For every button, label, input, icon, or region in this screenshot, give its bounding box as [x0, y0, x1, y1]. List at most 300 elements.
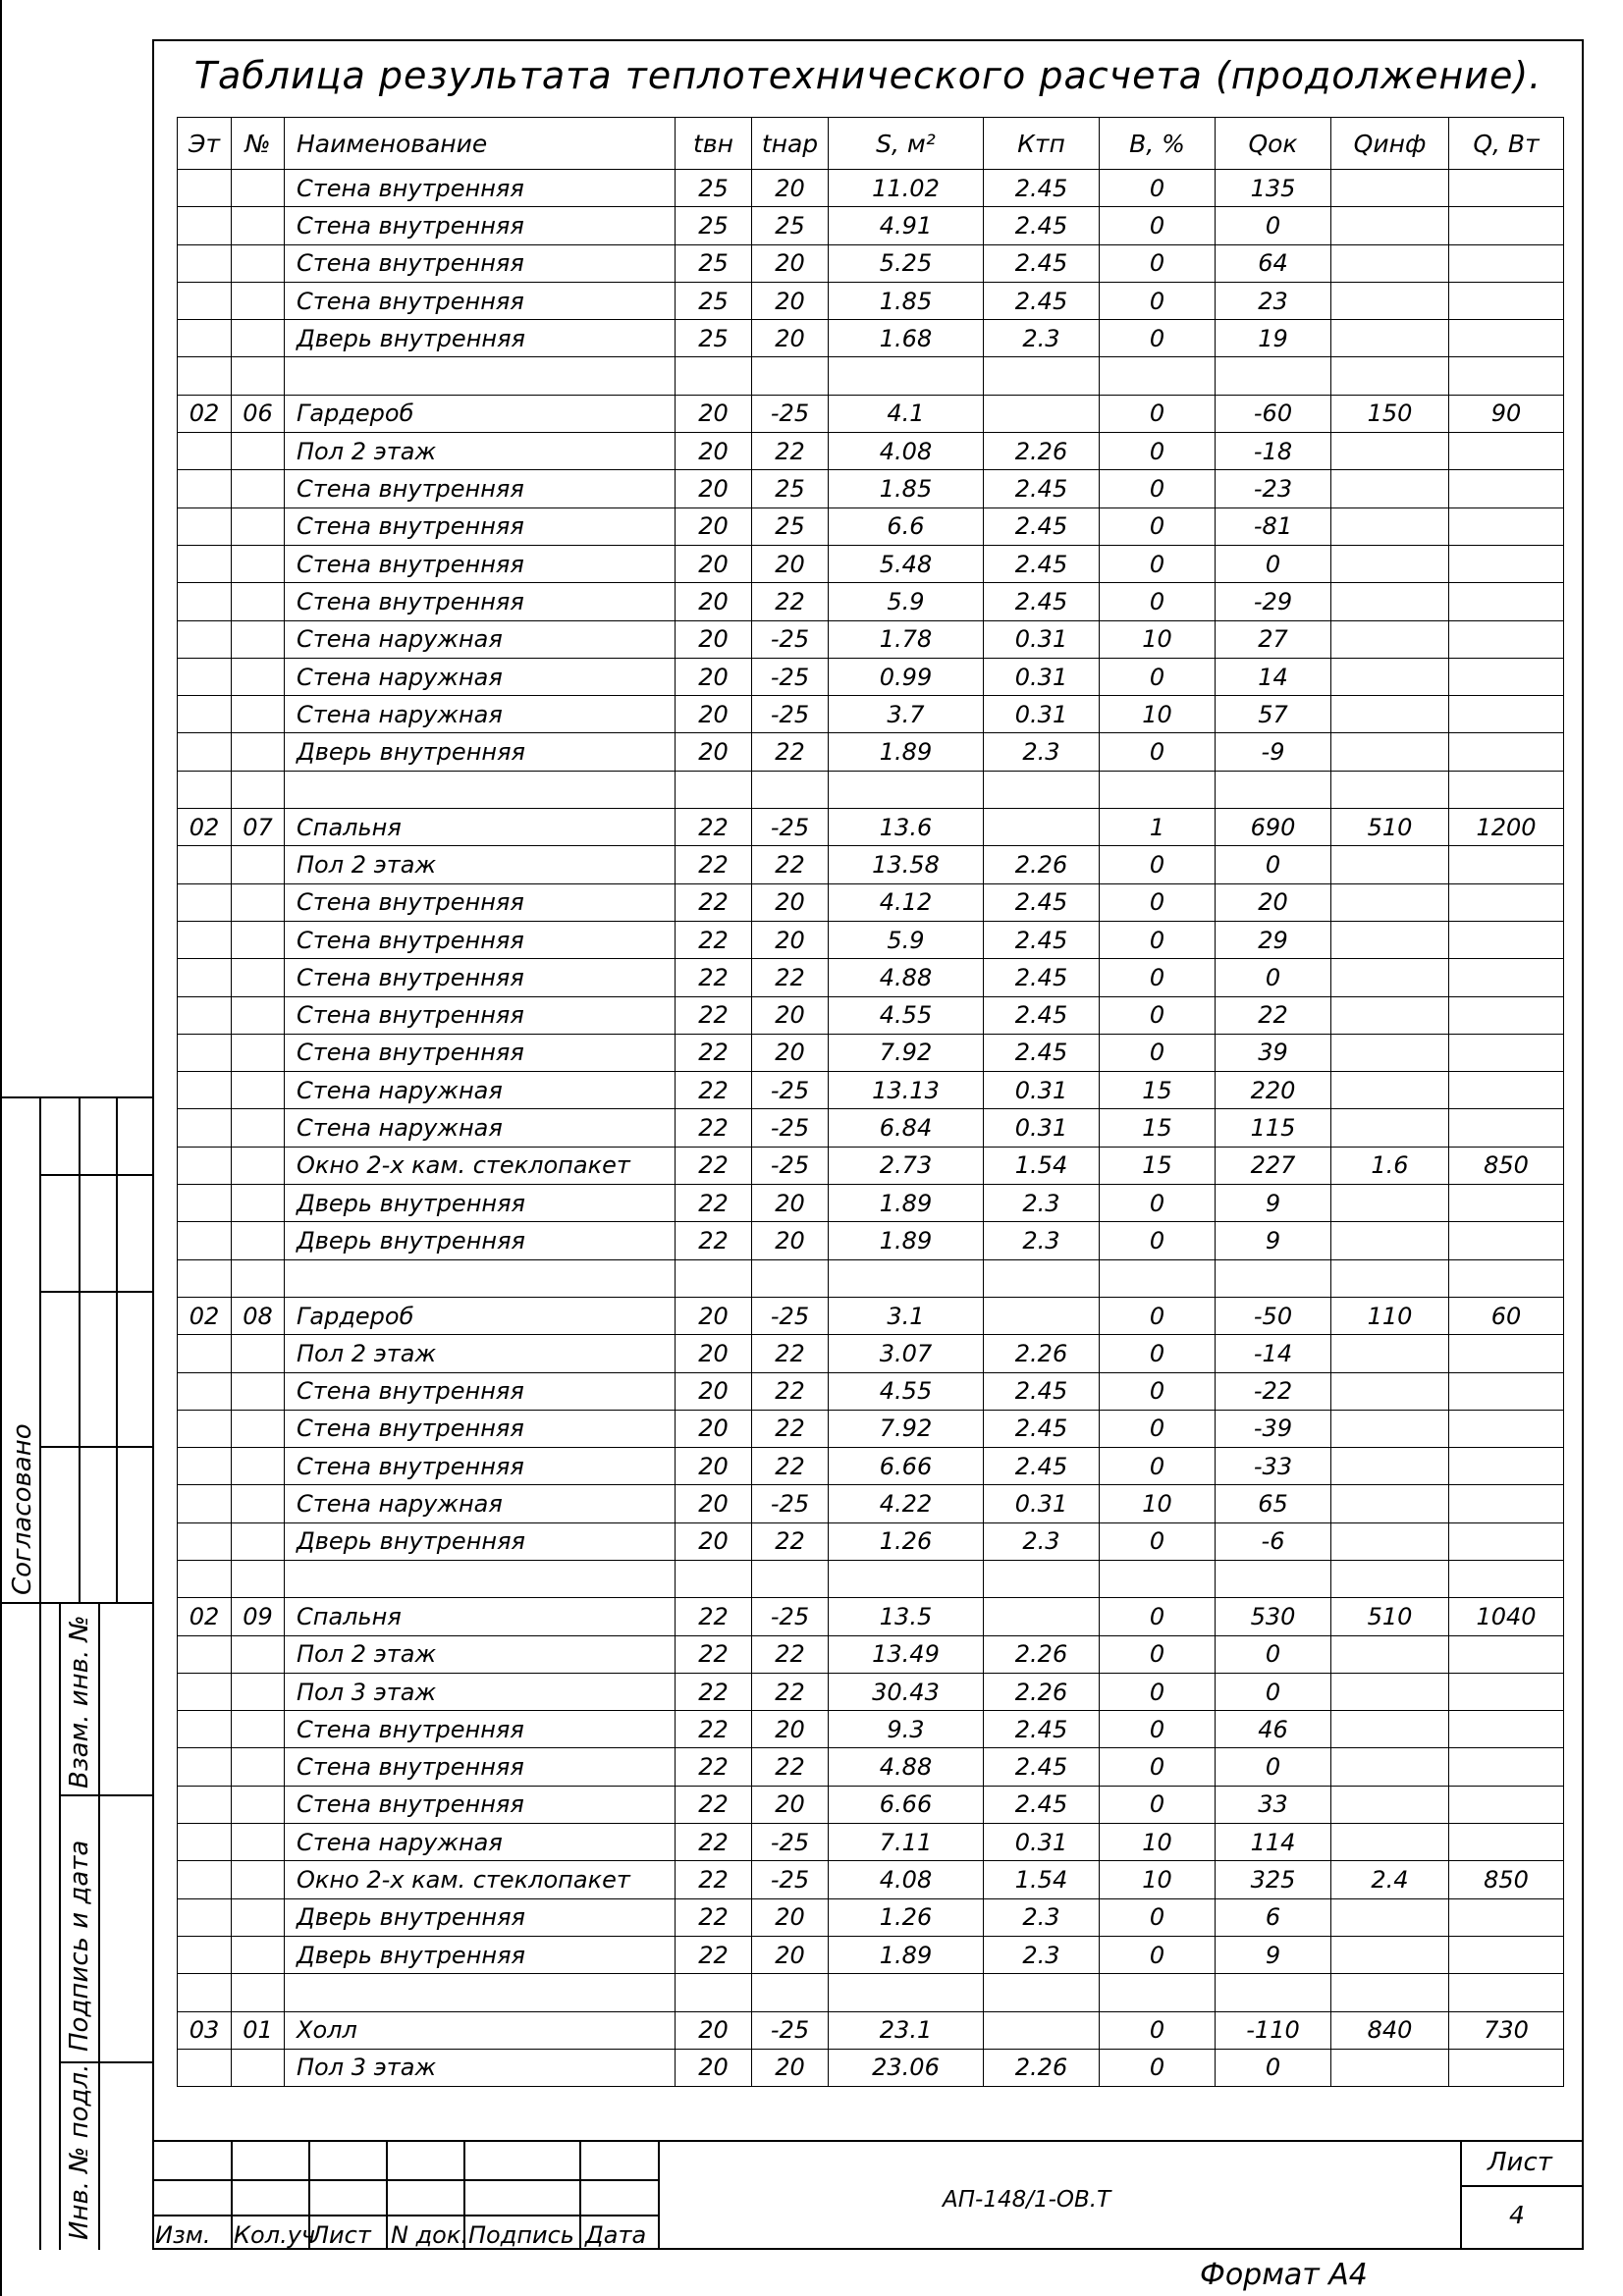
- cell-name: Стена внутренняя: [285, 921, 676, 958]
- cell-name: Стена наружная: [285, 1824, 676, 1861]
- cell-name: Дверь внутренняя: [285, 1936, 676, 1973]
- cell-floor: [178, 1824, 232, 1861]
- cell-t-outer: [752, 357, 829, 395]
- cell-name: Дверь внутренняя: [285, 1185, 676, 1222]
- cell-t-outer: -25: [752, 809, 829, 846]
- cell-t-outer: 22: [752, 583, 829, 620]
- col-header-ktp: Ктп: [984, 118, 1100, 170]
- cell-area: 3.7: [829, 696, 984, 733]
- cell-qok: 23: [1216, 282, 1331, 319]
- side-label-replace-inv: Взам. инв. №: [65, 1615, 94, 1789]
- cell-t-inner: [676, 1974, 752, 2011]
- cell-floor: [178, 170, 232, 207]
- cell-area: 4.91: [829, 207, 984, 244]
- table-row: [178, 545, 1564, 582]
- cell-ktp: [984, 2011, 1100, 2049]
- cell-qok: -14: [1216, 1335, 1331, 1372]
- cell-area: [829, 1974, 984, 2011]
- cell-name: Пол 2 этаж: [285, 1635, 676, 1673]
- cell-qinf: [1331, 357, 1449, 395]
- cell-qok: [1216, 1974, 1331, 2011]
- cell-area: 2.73: [829, 1147, 984, 1184]
- cell-q: [1449, 282, 1564, 319]
- cell-qok: 33: [1216, 1786, 1331, 1823]
- cell-qinf: [1331, 170, 1449, 207]
- cell-floor: [178, 846, 232, 883]
- cell-qok: -22: [1216, 1372, 1331, 1410]
- cell-number: [232, 282, 285, 319]
- cell-t-outer: 20: [752, 244, 829, 282]
- cell-t-inner: [676, 1259, 752, 1297]
- cell-b: 0: [1100, 1936, 1216, 1973]
- cell-ktp: [984, 1297, 1100, 1334]
- cell-ktp: 2.45: [984, 170, 1100, 207]
- cell-t-inner: 22: [676, 1185, 752, 1222]
- cell-number: [232, 1222, 285, 1259]
- cell-area: 4.1: [829, 395, 984, 432]
- cell-floor: [178, 207, 232, 244]
- table-row: [178, 1748, 1564, 1786]
- side-label-agreed: Согласовано: [8, 1423, 37, 1595]
- cell-qok: 22: [1216, 996, 1331, 1034]
- cell-t-outer: -25: [752, 1598, 829, 1635]
- cell-number: [232, 1448, 285, 1485]
- cell-area: 5.9: [829, 921, 984, 958]
- cell-area: 7.92: [829, 1034, 984, 1071]
- stamp-line: [658, 2140, 660, 2250]
- cell-b: 1: [1100, 809, 1216, 846]
- cell-b: 10: [1100, 1485, 1216, 1522]
- cell-b: 0: [1100, 1898, 1216, 1936]
- cell-floor: 02: [178, 1598, 232, 1635]
- cell-name: Пол 2 этаж: [285, 846, 676, 883]
- cell-t-outer: 22: [752, 433, 829, 470]
- cell-t-inner: 20: [676, 1372, 752, 1410]
- cell-t-inner: 20: [676, 2011, 752, 2049]
- stamp-label-signature: Подпись: [468, 2221, 574, 2249]
- cell-floor: [178, 658, 232, 695]
- table-row: [178, 320, 1564, 357]
- cell-qinf: [1331, 696, 1449, 733]
- stamp-line: [1460, 2140, 1462, 2250]
- cell-name: Пол 2 этаж: [285, 433, 676, 470]
- cell-name: Стена внутренняя: [285, 244, 676, 282]
- cell-q: [1449, 959, 1564, 996]
- cell-floor: [178, 433, 232, 470]
- cell-area: 1.68: [829, 320, 984, 357]
- cell-floor: [178, 1147, 232, 1184]
- cell-floor: 02: [178, 395, 232, 432]
- cell-floor: [178, 1560, 232, 1597]
- cell-t-inner: 20: [676, 433, 752, 470]
- cell-ktp: 2.3: [984, 320, 1100, 357]
- table-row: [178, 1410, 1564, 1447]
- document-code: АП-148/1-ОВ.Т: [943, 2187, 1111, 2213]
- cell-area: 9.3: [829, 1711, 984, 1748]
- side-stamp-line: [79, 1096, 81, 1602]
- cell-qok: 0: [1216, 2049, 1331, 2086]
- cell-q: [1449, 1824, 1564, 1861]
- cell-name: Стена внутренняя: [285, 883, 676, 921]
- cell-name: Стена внутренняя: [285, 282, 676, 319]
- cell-area: 4.12: [829, 883, 984, 921]
- col-header-qok: Qок: [1216, 118, 1331, 170]
- cell-qinf: [1331, 583, 1449, 620]
- cell-b: 10: [1100, 1861, 1216, 1898]
- cell-floor: [178, 1936, 232, 1973]
- cell-t-outer: -25: [752, 1297, 829, 1334]
- cell-t-inner: 22: [676, 846, 752, 883]
- cell-q: [1449, 620, 1564, 658]
- cell-name: Стена внутренняя: [285, 959, 676, 996]
- cell-name: Стена внутренняя: [285, 207, 676, 244]
- cell-qinf: [1331, 1673, 1449, 1710]
- cell-b: 0: [1100, 244, 1216, 282]
- cell-ktp: 2.45: [984, 244, 1100, 282]
- stamp-line: [579, 2140, 581, 2250]
- cell-name: Стена внутренняя: [285, 1786, 676, 1823]
- table-row: [178, 1109, 1564, 1147]
- cell-qinf: [1331, 1560, 1449, 1597]
- cell-area: 4.08: [829, 1861, 984, 1898]
- cell-area: [829, 1560, 984, 1597]
- cell-t-inner: 22: [676, 1861, 752, 1898]
- cell-qok: 0: [1216, 1748, 1331, 1786]
- cell-q: [1449, 1522, 1564, 1560]
- col-header-t-inner: tвн: [676, 118, 752, 170]
- cell-q: [1449, 696, 1564, 733]
- cell-qok: 65: [1216, 1485, 1331, 1522]
- cell-qinf: [1331, 433, 1449, 470]
- cell-t-outer: 20: [752, 2049, 829, 2086]
- cell-ktp: 2.3: [984, 1522, 1100, 1560]
- cell-t-outer: [752, 1259, 829, 1297]
- cell-area: 13.13: [829, 1072, 984, 1109]
- cell-name: Стена внутренняя: [285, 1748, 676, 1786]
- cell-b: [1100, 1974, 1216, 2011]
- cell-ktp: 2.45: [984, 1711, 1100, 1748]
- cell-floor: 02: [178, 1297, 232, 1334]
- cell-t-inner: 20: [676, 545, 752, 582]
- cell-qinf: [1331, 1711, 1449, 1748]
- cell-number: 08: [232, 1297, 285, 1334]
- side-stamp-line: [39, 1174, 152, 1176]
- cell-qok: 530: [1216, 1598, 1331, 1635]
- cell-floor: [178, 883, 232, 921]
- cell-qinf: [1331, 320, 1449, 357]
- cell-q: [1449, 1560, 1564, 1597]
- cell-t-outer: -25: [752, 1147, 829, 1184]
- cell-t-inner: 25: [676, 207, 752, 244]
- cell-q: [1449, 207, 1564, 244]
- side-stamp-line: [0, 1096, 152, 1098]
- table-row: [178, 1711, 1564, 1748]
- cell-t-inner: 22: [676, 996, 752, 1034]
- cell-qinf: [1331, 959, 1449, 996]
- cell-qinf: [1331, 507, 1449, 545]
- cell-qok: 115: [1216, 1109, 1331, 1147]
- cell-t-inner: 22: [676, 1936, 752, 1973]
- table-row: [178, 620, 1564, 658]
- cell-qok: -6: [1216, 1522, 1331, 1560]
- cell-qok: -110: [1216, 2011, 1331, 2049]
- cell-ktp: 2.26: [984, 1335, 1100, 1372]
- table-row: [178, 996, 1564, 1034]
- cell-qinf: 1.6: [1331, 1147, 1449, 1184]
- cell-number: [232, 1034, 285, 1071]
- table-row: [178, 1936, 1564, 1973]
- cell-t-inner: 20: [676, 1410, 752, 1447]
- cell-qinf: [1331, 1372, 1449, 1410]
- cell-qinf: [1331, 1786, 1449, 1823]
- cell-t-inner: 22: [676, 1635, 752, 1673]
- cell-t-inner: 25: [676, 244, 752, 282]
- cell-q: 90: [1449, 395, 1564, 432]
- cell-t-outer: 22: [752, 1335, 829, 1372]
- cell-t-inner: 20: [676, 2049, 752, 2086]
- cell-name: Гардероб: [285, 1297, 676, 1334]
- page-title: Таблица результата теплотехнического расчета (продолжение).: [193, 54, 1542, 97]
- cell-qinf: [1331, 1335, 1449, 1372]
- cell-number: [232, 1824, 285, 1861]
- cell-qinf: [1331, 1485, 1449, 1522]
- cell-floor: [178, 1974, 232, 2011]
- cell-t-inner: 22: [676, 1598, 752, 1635]
- cell-area: 1.26: [829, 1898, 984, 1936]
- cell-b: 0: [1100, 658, 1216, 695]
- cell-qinf: 510: [1331, 1598, 1449, 1635]
- cell-ktp: [984, 1974, 1100, 2011]
- cell-qinf: [1331, 846, 1449, 883]
- cell-number: [232, 1372, 285, 1410]
- cell-qinf: [1331, 207, 1449, 244]
- cell-floor: [178, 545, 232, 582]
- cell-t-inner: 20: [676, 733, 752, 771]
- cell-ktp: 0.31: [984, 620, 1100, 658]
- cell-number: [232, 357, 285, 395]
- cell-name: Дверь внутренняя: [285, 320, 676, 357]
- cell-ktp: 2.45: [984, 1448, 1100, 1485]
- cell-t-inner: 22: [676, 1898, 752, 1936]
- cell-qok: 0: [1216, 207, 1331, 244]
- cell-b: [1100, 771, 1216, 808]
- table-row: [178, 1485, 1564, 1522]
- cell-floor: [178, 1522, 232, 1560]
- cell-t-outer: 20: [752, 545, 829, 582]
- cell-t-inner: 20: [676, 1485, 752, 1522]
- cell-name: Стена внутренняя: [285, 1034, 676, 1071]
- cell-qinf: [1331, 1522, 1449, 1560]
- cell-t-outer: 25: [752, 470, 829, 507]
- cell-t-outer: 20: [752, 1185, 829, 1222]
- cell-b: 0: [1100, 207, 1216, 244]
- cell-t-inner: [676, 1560, 752, 1597]
- cell-t-inner: 22: [676, 1109, 752, 1147]
- cell-qok: [1216, 1560, 1331, 1597]
- table-row: [178, 1861, 1564, 1898]
- cell-number: [232, 1109, 285, 1147]
- cell-number: [232, 620, 285, 658]
- cell-number: 09: [232, 1598, 285, 1635]
- cell-b: 0: [1100, 1222, 1216, 1259]
- cell-b: 0: [1100, 470, 1216, 507]
- cell-qinf: [1331, 470, 1449, 507]
- table-row: [178, 207, 1564, 244]
- cell-area: 5.9: [829, 583, 984, 620]
- cell-qinf: [1331, 1635, 1449, 1673]
- cell-floor: [178, 320, 232, 357]
- cell-qok: 20: [1216, 883, 1331, 921]
- cell-q: [1449, 1034, 1564, 1071]
- cell-t-outer: -25: [752, 696, 829, 733]
- sheet-label: Лист: [1488, 2148, 1552, 2177]
- cell-t-outer: 22: [752, 1635, 829, 1673]
- cell-name: Стена наружная: [285, 1109, 676, 1147]
- cell-qinf: 2.4: [1331, 1861, 1449, 1898]
- cell-t-outer: 22: [752, 1522, 829, 1560]
- cell-area: 4.55: [829, 1372, 984, 1410]
- cell-qok: 19: [1216, 320, 1331, 357]
- stamp-line: [152, 2215, 658, 2216]
- cell-name: [285, 1974, 676, 2011]
- cell-number: [232, 507, 285, 545]
- cell-number: 06: [232, 395, 285, 432]
- cell-floor: [178, 357, 232, 395]
- side-stamp-line: [39, 1291, 152, 1293]
- cell-q: [1449, 244, 1564, 282]
- cell-t-outer: 20: [752, 282, 829, 319]
- cell-t-inner: 20: [676, 470, 752, 507]
- cell-qinf: [1331, 883, 1449, 921]
- cell-t-inner: 20: [676, 1448, 752, 1485]
- cell-number: [232, 207, 285, 244]
- cell-floor: [178, 1072, 232, 1109]
- cell-ktp: 2.45: [984, 470, 1100, 507]
- cell-t-outer: -25: [752, 395, 829, 432]
- table-header-row: [178, 118, 1564, 170]
- cell-area: 13.6: [829, 809, 984, 846]
- cell-number: [232, 658, 285, 695]
- table-row: [178, 583, 1564, 620]
- stamp-line: [231, 2140, 233, 2250]
- table-row: [178, 1147, 1564, 1184]
- cell-number: [232, 1335, 285, 1372]
- table-row: [178, 1560, 1564, 1597]
- table-row: [178, 1297, 1564, 1334]
- table-row: [178, 1034, 1564, 1071]
- cell-floor: 02: [178, 809, 232, 846]
- cell-number: [232, 1861, 285, 1898]
- cell-q: [1449, 1410, 1564, 1447]
- cell-area: 7.92: [829, 1410, 984, 1447]
- table-row: [178, 959, 1564, 996]
- cell-b: 0: [1100, 433, 1216, 470]
- cell-ktp: 2.45: [984, 959, 1100, 996]
- cell-area: 1.85: [829, 282, 984, 319]
- cell-area: 23.1: [829, 2011, 984, 2049]
- side-stamp-line: [39, 1096, 41, 2250]
- cell-q: [1449, 1898, 1564, 1936]
- cell-q: [1449, 1635, 1564, 1673]
- cell-number: [232, 1635, 285, 1673]
- cell-t-outer: 20: [752, 1786, 829, 1823]
- cell-ktp: 2.45: [984, 1410, 1100, 1447]
- cell-number: [232, 545, 285, 582]
- cell-number: [232, 846, 285, 883]
- cell-area: 1.78: [829, 620, 984, 658]
- table-row: [178, 696, 1564, 733]
- cell-number: [232, 470, 285, 507]
- cell-b: 0: [1100, 1297, 1216, 1334]
- cell-qinf: [1331, 733, 1449, 771]
- cell-area: 1.85: [829, 470, 984, 507]
- cell-number: [232, 320, 285, 357]
- cell-area: 6.6: [829, 507, 984, 545]
- cell-name: Дверь внутренняя: [285, 1898, 676, 1936]
- table-row: [178, 771, 1564, 808]
- stamp-line: [1460, 2185, 1584, 2187]
- table-row: [178, 1598, 1564, 1635]
- cell-t-outer: 22: [752, 1448, 829, 1485]
- cell-qok: 27: [1216, 620, 1331, 658]
- table-row: [178, 244, 1564, 282]
- cell-number: [232, 244, 285, 282]
- cell-number: 07: [232, 809, 285, 846]
- cell-qinf: [1331, 1109, 1449, 1147]
- cell-q: [1449, 1372, 1564, 1410]
- cell-number: [232, 1410, 285, 1447]
- cell-b: 0: [1100, 1786, 1216, 1823]
- table-body: [178, 170, 1564, 2087]
- cell-number: [232, 1748, 285, 1786]
- cell-b: 0: [1100, 1335, 1216, 1372]
- cell-name: Спальня: [285, 1598, 676, 1635]
- cell-ktp: 2.26: [984, 1673, 1100, 1710]
- cell-number: [232, 1185, 285, 1222]
- cell-qok: 6: [1216, 1898, 1331, 1936]
- table-row: [178, 170, 1564, 207]
- cell-b: 0: [1100, 1748, 1216, 1786]
- cell-qinf: 840: [1331, 2011, 1449, 2049]
- cell-q: [1449, 1335, 1564, 1372]
- cell-q: [1449, 658, 1564, 695]
- cell-qinf: [1331, 2049, 1449, 2086]
- cell-name: Стена внутренняя: [285, 170, 676, 207]
- cell-t-inner: 22: [676, 1673, 752, 1710]
- cell-t-inner: 20: [676, 395, 752, 432]
- cell-floor: 03: [178, 2011, 232, 2049]
- cell-t-outer: 22: [752, 959, 829, 996]
- cell-b: 0: [1100, 1635, 1216, 1673]
- cell-floor: [178, 1786, 232, 1823]
- cell-area: 13.58: [829, 846, 984, 883]
- table-row: [178, 733, 1564, 771]
- cell-ktp: 2.45: [984, 1372, 1100, 1410]
- cell-ktp: 2.3: [984, 733, 1100, 771]
- cell-ktp: 2.26: [984, 433, 1100, 470]
- cell-ktp: 2.45: [984, 1034, 1100, 1071]
- cell-q: [1449, 1222, 1564, 1259]
- cell-t-inner: [676, 357, 752, 395]
- cell-qok: 9: [1216, 1936, 1331, 1973]
- cell-t-outer: 22: [752, 733, 829, 771]
- cell-b: 15: [1100, 1109, 1216, 1147]
- cell-number: [232, 170, 285, 207]
- cell-t-outer: -25: [752, 1824, 829, 1861]
- cell-b: 0: [1100, 996, 1216, 1034]
- cell-name: Стена внутренняя: [285, 583, 676, 620]
- cell-ktp: [984, 1259, 1100, 1297]
